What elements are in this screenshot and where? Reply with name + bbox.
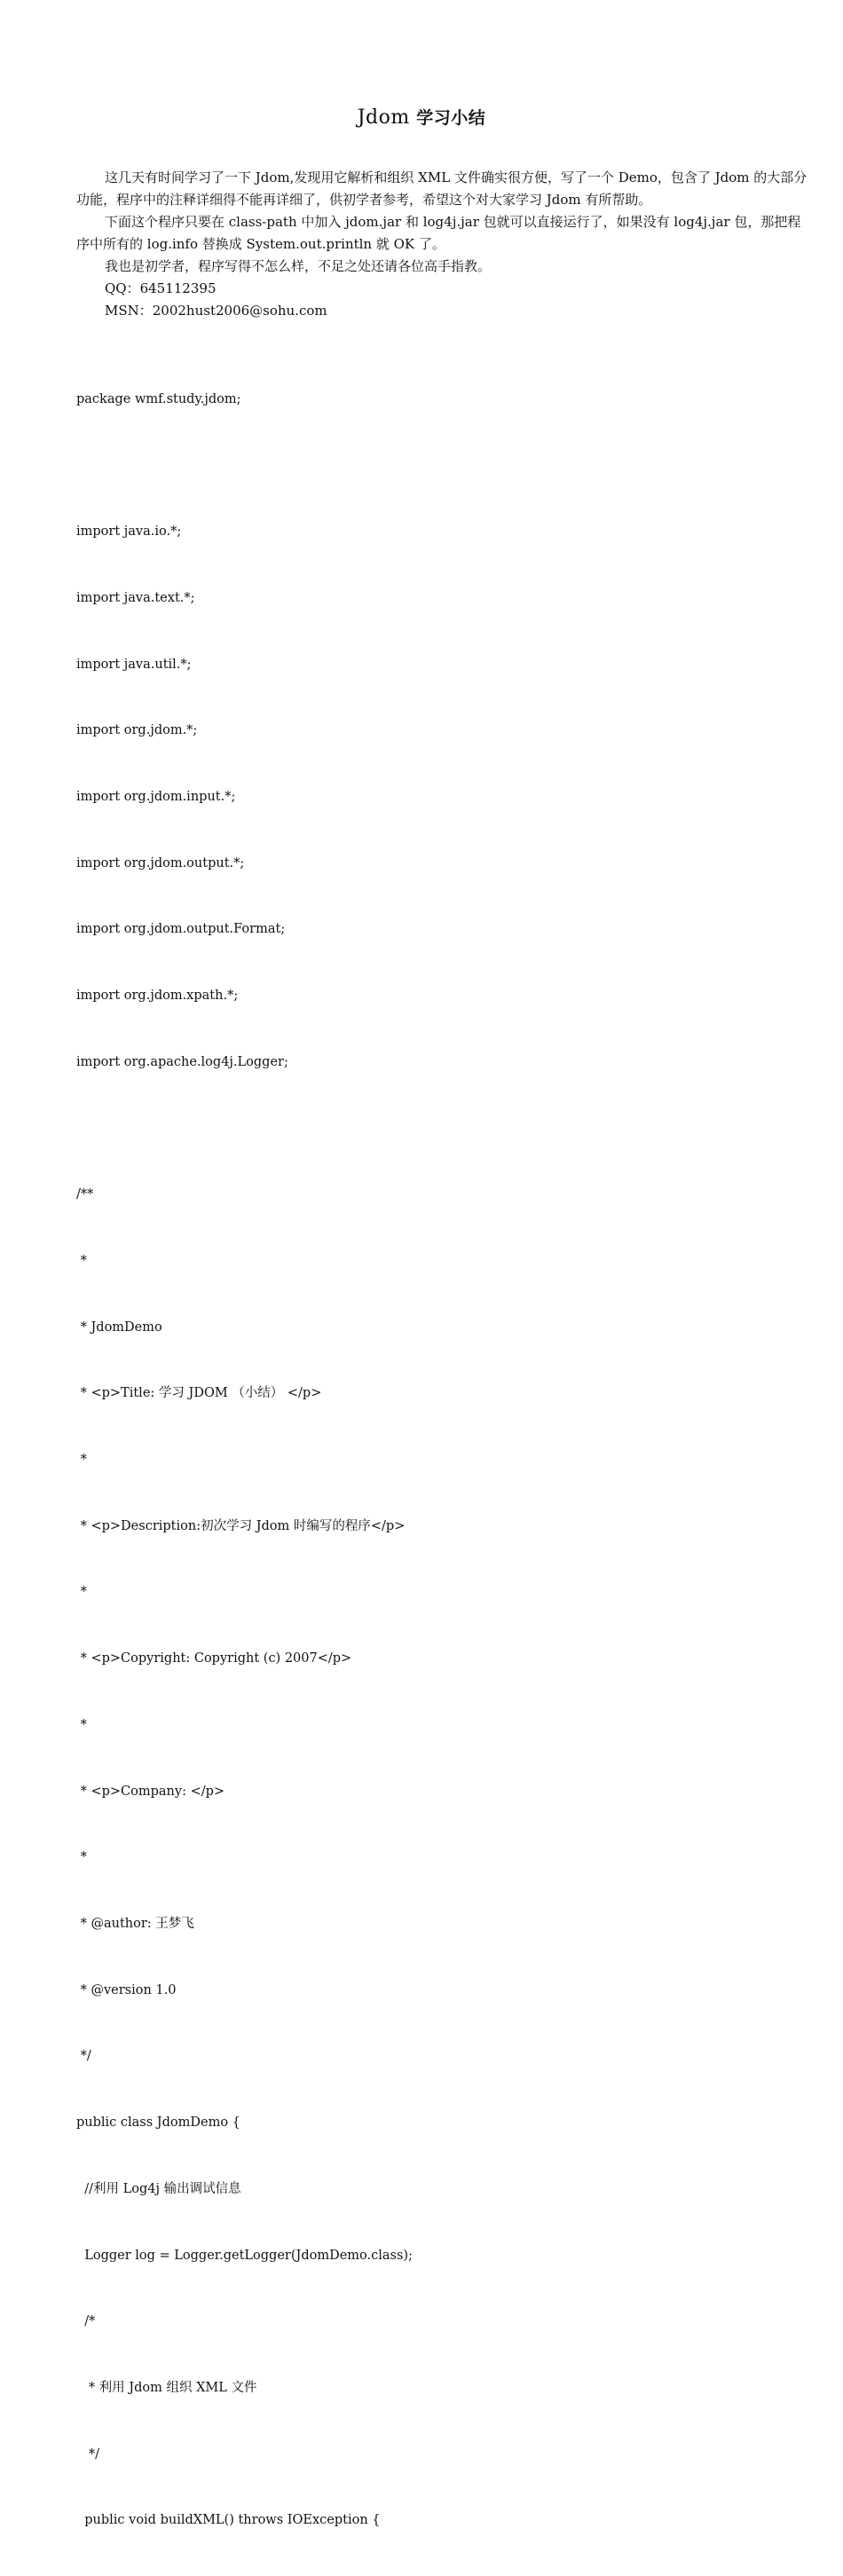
code-line: package wmf.study.jdom; xyxy=(76,391,241,406)
code-line: * xyxy=(76,1850,87,1865)
code-line: * 利用 Jdom 组织 XML 文件 xyxy=(76,2380,257,2395)
code-line: /* xyxy=(76,2314,96,2329)
code-line: * @version 1.0 xyxy=(76,1982,177,1997)
code-line: */ xyxy=(76,2049,91,2064)
code-line: * <p>Company: </p> xyxy=(76,1784,225,1799)
code-line: * <p>Description:初次学习 Jdom 时编写的程序</p> xyxy=(76,1518,406,1533)
code-line: * xyxy=(76,1453,87,1468)
code-line: import java.io.*; xyxy=(76,524,182,540)
code-line: * @author: 王梦飞 xyxy=(76,1916,194,1931)
code-line: public class JdomDemo { xyxy=(76,2115,240,2131)
code-line: import org.jdom.output.Format; xyxy=(76,922,286,937)
contact-qq: QQ：645112395 xyxy=(105,280,217,296)
intro-paragraph: 下面这个程序只要在 class-path 中加入 jdom.jar 和 log4j.jar 包就可以直接运行了，如果没有 log4j.jar 包，那把程序中所有的 log.info 替换成 System.out.println 就 OK 了。 xyxy=(76,214,801,252)
code-line: */ xyxy=(76,2446,99,2462)
code-line: * <p>Title: 学习 JDOM （小结） </p> xyxy=(76,1386,322,1401)
code-line xyxy=(76,1118,813,1140)
code-line: Logger log = Logger.getLogger(JdomDemo.class); xyxy=(76,2248,413,2263)
code-line: /** xyxy=(76,1187,94,1202)
code-line: import org.jdom.output.*; xyxy=(76,855,245,870)
code-line: import java.util.*; xyxy=(76,657,192,672)
code-line: * xyxy=(76,1253,87,1268)
title-english: Jdom xyxy=(357,106,417,129)
code-line: import org.jdom.*; xyxy=(76,723,198,738)
code-line: public void buildXML() throws IOException { xyxy=(76,2513,381,2528)
page-title xyxy=(0,105,843,131)
contact-msn: MSN：2002hust2006@sohu.com xyxy=(105,303,327,319)
code-line: import org.jdom.input.*; xyxy=(76,790,236,805)
code-line: * JdomDemo xyxy=(76,1320,162,1335)
code-line: import org.jdom.xpath.*; xyxy=(76,989,239,1004)
code-line: //利用 Log4j 输出调试信息 xyxy=(76,2181,241,2196)
intro-section xyxy=(76,167,813,322)
code-line: * xyxy=(76,1585,87,1600)
code-listing xyxy=(76,344,813,2576)
title-chinese: 学习小结 xyxy=(416,108,486,128)
code-line: * xyxy=(76,1717,87,1732)
code-line xyxy=(76,455,813,477)
code-line: * <p>Copyright: Copyright (c) 2007</p> xyxy=(76,1651,352,1666)
code-line: import org.apache.log4j.Logger; xyxy=(76,1054,288,1069)
intro-paragraph: 这几天有时间学习了一下 Jdom,发现用它解析和组织 XML 文件确实很方便，写了一个 Demo，包含了 Jdom 的大部分功能，程序中的注释详细得不能再详细了，供初学者参考，希望这个对大家学习 Jdom 有所帮助。 xyxy=(76,169,808,208)
intro-paragraph: 我也是初学者，程序写得不怎么样，不足之处还请各位高手指教。 xyxy=(105,258,492,274)
code-line: import java.text.*; xyxy=(76,590,195,605)
